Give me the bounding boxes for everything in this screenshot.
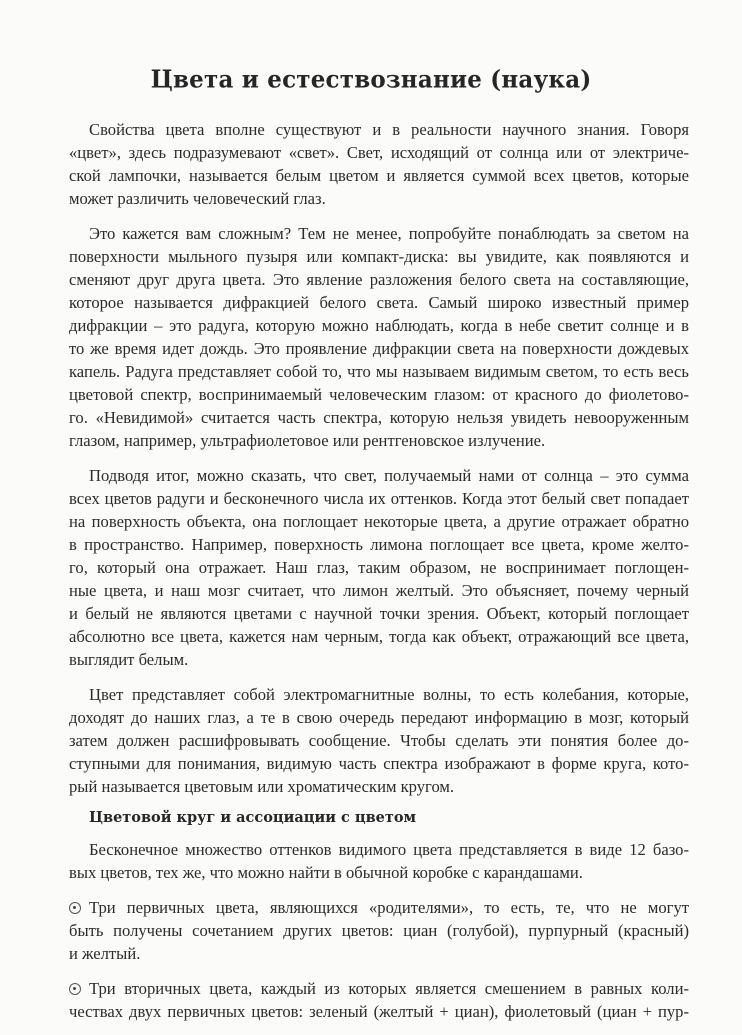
text-line: поверхности мыльного пузыря или компакт-диска: вы увидите, как появляются и (69, 247, 689, 266)
text-line: всех цветов радуги и бесконечного числа их оттенков. Когда этот белый свет попадает (69, 489, 689, 508)
bullet-item-primary-colors (69, 896, 689, 965)
page-title: Цвета и естествознание (наука) (150, 65, 592, 94)
text-line: сменяют друг друга цвета. Это явление разложения белого света на составляющие, (69, 270, 689, 289)
paragraph-4 (69, 683, 689, 798)
body-text (69, 118, 689, 1035)
text-line: Бесконечное множество оттенков видимого цвета представляется в виде 12 базо- (89, 840, 689, 859)
text-line: и желтый. (69, 944, 141, 963)
section-subheading: Цветовой круг и ассоциации с цветом (89, 809, 417, 826)
circled-dot-icon (69, 983, 81, 995)
text-line: го, который она отражает. Наш глаз, таким образом, не воспринимает поглощен- (69, 558, 689, 577)
text-line (69, 977, 689, 1000)
bullet-item-secondary-colors (69, 977, 689, 1023)
text-line: Подводя итог, можно сказать, что свет, получаемый нами от солнца – это сумма (89, 466, 689, 485)
paragraph-1 (69, 118, 689, 210)
text-line: рый называется цветовым или хроматическим кругом. (69, 777, 455, 796)
text-line: затем должен расшифровывать сообщение. Чтобы сделать эти понятия более до- (69, 731, 689, 750)
text-line: доходят до наших глаз, а те в свою очередь передают информацию в мозг, который (69, 708, 689, 727)
text-line: Свойства цвета вполне существуют и в реальности научного знания. Говоря (89, 120, 689, 139)
text-line: которое называется дифракцией белого света. Самый широко известный пример (69, 293, 689, 312)
text-line: абсолютно все цвета, кажется нам черным, тогда как объект, отражающий все цвета, (69, 627, 689, 646)
text-line: в пространство. Например, поверхность лимона поглощает все цвета, кроме желто- (69, 535, 689, 554)
text-line (69, 896, 689, 919)
text-line: ступными для понимания, видимую часть спектра изображают в форме круга, кото- (69, 754, 689, 773)
text-line: чествах двух первичных цветов: зеленый (желтый + циан), фиолетовый (циан + пур- (69, 1002, 689, 1021)
text-line: го. «Невидимой» считается часть спектра, которую нельзя увидеть невооруженным (69, 408, 689, 427)
text-line: и белый не являются цветами с научной точки зрения. Объект, который поглощает (69, 604, 689, 623)
text-line: ные цвета, и наш мозг считает, что лимон желтый. Это объясняет, почему черный (69, 581, 689, 600)
text-line: выглядит белым. (69, 650, 189, 669)
text-line: капель. Радуга представляет собой то, что мы называем видимым светом, то есть весь (69, 362, 689, 381)
text-line: дифракции – это радуга, которую можно наблюдать, когда в небе светит солнце и в (69, 316, 689, 335)
paragraph-5 (69, 838, 689, 884)
bullet-text: Три первичных цвета, являющихся «родителями», то есть, те, что не могут (89, 898, 689, 917)
text-line: Цвет представляет собой электромагнитные волны, то есть колебания, которые, (89, 685, 689, 704)
paragraph-3 (69, 464, 689, 671)
text-line: на поверхность объекта, она поглощает некоторые цвета, а другие отражает обратно (69, 512, 689, 531)
text-line: ской лампочки, называется белым цветом и является суммой всех цветов, которые (69, 166, 689, 185)
text-line: быть получены сочетанием других цветов: циан (голубой), пурпурный (красный) (69, 921, 689, 940)
text-line: цветовой спектр, воспринимаемый человеческим глазом: от красного до фиолетово- (69, 385, 689, 404)
text-line: может различить человеческий глаз. (69, 189, 326, 208)
bullet-text: Три вторичных цвета, каждый из которых является смешением в равных коли- (89, 979, 689, 998)
text-line: Это кажется вам сложным? Тем не менее, попробуйте понаблюдать за светом на (89, 224, 689, 243)
text-line: вых цветов, тех же, что можно найти в обычной коробке с карандашами. (69, 863, 583, 882)
circled-dot-icon (69, 902, 81, 914)
text-line: «цвет», здесь подразумевают «свет». Свет, исходящий от солнца или от электриче- (69, 143, 689, 162)
text-line: глазом, например, ультрафиолетовое или рентгеновское излучение. (69, 431, 546, 450)
paragraph-2 (69, 222, 689, 452)
text-line: то же время идет дождь. Это проявление дифракции света на поверхности дождевых (69, 339, 689, 358)
